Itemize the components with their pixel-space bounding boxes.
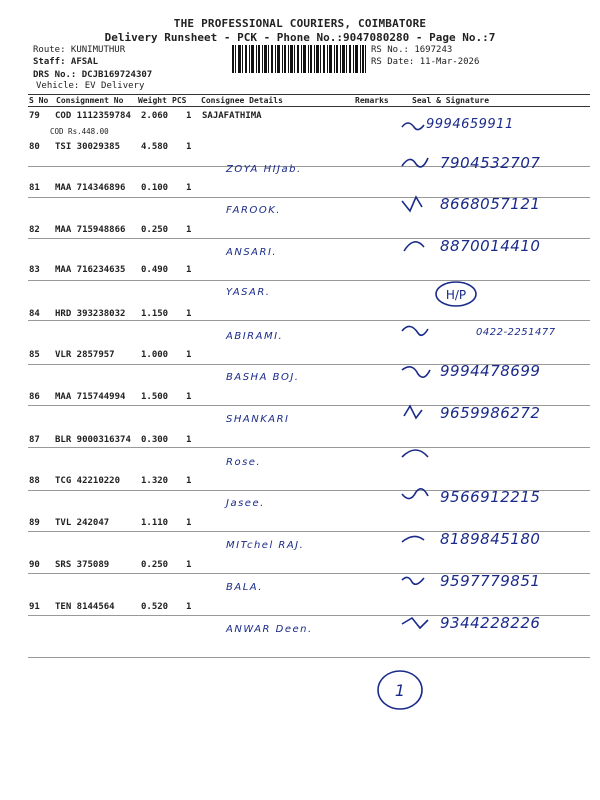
row-pcs: 1 [186,309,192,319]
row-sno: 87 [29,435,40,445]
handwritten-consignee-name: YASAR. [226,287,271,298]
col-pcs: PCS [172,96,187,105]
signature-scribble [400,360,434,382]
row-sno: 91 [29,602,40,612]
col-consignment: Consignment No [56,96,124,105]
handwritten-consignee-name: MITchel RAJ. [226,540,305,551]
row-pcs: 1 [186,225,192,235]
row-consignment: MAA 715948866 [55,225,126,235]
col-consignee: Consignee Details [201,96,283,105]
row-weight: 0.250 [141,560,169,570]
row-pcs: 1 [186,350,192,360]
runsheet-subtitle: Delivery Runsheet - PCK - Phone No.:9047080280 - Page No.:7 [104,31,496,44]
hp-stamp-text: H/P [445,288,467,302]
row-sno: 80 [29,142,40,152]
signature-scribble [400,193,434,215]
row-pcs: 1 [186,111,192,121]
row-weight: 1.000 [141,350,169,360]
route-label: Route: KUNIMUTHUR [33,45,126,55]
handwritten-consignee-name: BALA. [226,582,263,593]
row-consignment: HRD 393238032 [55,309,126,319]
handwritten-phone: 9659986272 [440,404,541,422]
row-sno: 82 [29,225,40,235]
row-weight: 0.300 [141,435,169,445]
row-consignment: COD 1112359784 [55,111,131,121]
handwritten-phone: 7904532707 [440,154,541,172]
staff-label: Staff: AFSAL [33,57,99,67]
row-consignment: MAA 716234635 [55,265,126,275]
handwritten-consignee-name: Rose. [226,457,262,468]
barcode-image [232,45,366,73]
row-weight: 0.250 [141,225,169,235]
row-consignment: BLR 9000316374 [55,435,131,445]
company-title: THE PROFESSIONAL COURIERS, COIMBATORE [173,17,427,30]
row-weight: 0.490 [141,265,169,275]
row-weight: 1.110 [141,518,169,528]
row-pcs: 1 [186,392,192,402]
page-count-text: 1 [394,681,406,700]
row-sno: 83 [29,265,40,275]
row-consignment: TEN 8144564 [55,602,115,612]
col-remarks: Remarks [355,96,389,105]
signature-scribble [400,570,434,592]
table-row [28,600,590,658]
row-consignment: TSI 30029385 [55,142,121,152]
signature-scribble [400,445,434,467]
row-consignment: SRS 375089 [55,560,110,570]
row-pcs: 1 [186,518,192,528]
handwritten-consignee-name: ANSARI. [226,247,278,258]
handwritten-phone: 9994659911 [426,117,514,132]
handwritten-consignee-name: ANWAR Deen. [226,624,313,635]
table-top-rule [28,94,590,95]
handwritten-phone: 8668057121 [440,195,541,213]
drs-number: DRS No.: DCJB169724307 [33,70,153,80]
signature-scribble [400,319,434,341]
row-pcs: 1 [186,142,192,152]
col-weight: Weight [138,96,167,105]
row-pcs: 1 [186,560,192,570]
handwritten-phone: 8189845180 [440,530,541,548]
handwritten-consignee-name: BASHA BOJ. [226,372,300,383]
row-weight: 1.500 [141,392,169,402]
signature-scribble [400,235,434,257]
signature-scribble [400,402,434,424]
row-sno: 89 [29,518,40,528]
handwritten-consignee-name: SHANKARI [226,414,290,425]
col-sno: S No [29,96,49,105]
handwritten-phone: 9344228226 [440,614,541,632]
table-header-rule [28,106,590,107]
handwritten-phone: 9566912215 [440,488,541,506]
row-sno: 81 [29,183,40,193]
row-weight: 4.580 [141,142,169,152]
handwritten-consignee-name: FAROOK. [226,205,281,216]
page-count-circle [375,668,425,712]
handwritten-phone: 0422-2251477 [476,327,556,338]
cod-amount-note: COD Rs.448.00 [50,127,109,136]
row-sno: 84 [29,309,40,319]
row-consignment: TVL 242047 [55,518,110,528]
row-sno: 88 [29,476,40,486]
row-pcs: 1 [186,476,192,486]
handwritten-phone: 9994478699 [440,362,541,380]
vehicle-label: Vehicle: EV Delivery [36,81,145,91]
row-consignment: MAA 715744994 [55,392,126,402]
handwritten-consignee-name: Jasee. [226,498,265,509]
row-sno: 85 [29,350,40,360]
rs-number: RS No.: 1697243 [371,45,453,55]
row-divider [28,657,590,658]
row-pcs: 1 [186,183,192,193]
signature-scribble [400,486,434,508]
rs-date: RS Date: 11-Mar-2026 [371,57,480,67]
handwritten-consignee-name: ZOYA HIJab. [226,164,302,175]
col-signature: Seal & Signature [412,96,490,105]
row-consignment: VLR 2857957 [55,350,115,360]
row-pcs: 1 [186,265,192,275]
row-consignment: MAA 714346896 [55,183,126,193]
row-sno: 90 [29,560,40,570]
row-pcs: 1 [186,602,192,612]
handwritten-phone: 8870014410 [440,237,541,255]
row-weight: 1.320 [141,476,169,486]
row-consignment: TCG 42210220 [55,476,121,486]
handwritten-consignee-name: ABIRAMI. [226,331,284,342]
row-pcs: 1 [186,435,192,445]
row-weight: 0.100 [141,183,169,193]
row-weight: 0.520 [141,602,169,612]
row-sno: 79 [29,111,40,121]
row-weight: 2.060 [141,111,169,121]
signature-scribble [400,528,434,550]
row-sno: 86 [29,392,40,402]
row-weight: 1.150 [141,309,169,319]
hp-stamp [433,279,479,309]
signature-scribble [400,152,434,174]
signature-scribble [400,612,434,634]
row-consignee: SAJAFATHIMA [202,111,262,121]
handwritten-phone: 9597779851 [440,572,541,590]
